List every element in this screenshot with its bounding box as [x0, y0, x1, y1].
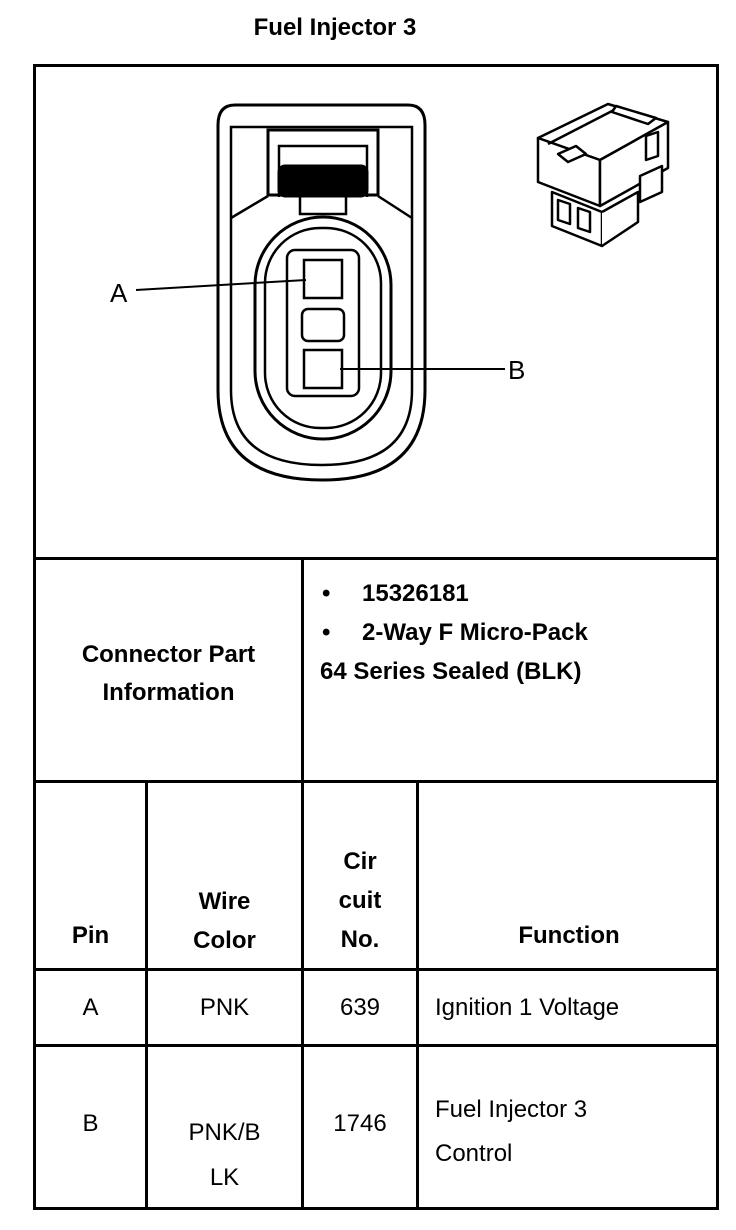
header-circuit-line1: Cir	[343, 848, 377, 875]
header-wire-line2: Color	[193, 927, 256, 954]
row-b-pin: B	[82, 1110, 99, 1137]
connector-info-heading-line2: Information	[102, 679, 235, 706]
divider-part-info	[33, 780, 719, 783]
bullet-icon: •	[322, 619, 331, 646]
pin-a-callout: A	[110, 278, 128, 308]
connector-part-number: 15326181	[362, 580, 469, 607]
connector-info-bullet-1	[322, 580, 469, 608]
connector-series: 64 Series Sealed (BLK)	[320, 658, 582, 685]
connector-info-heading-line1: Connector Part	[81, 641, 256, 668]
row-b-wire-line1: PNK/B	[188, 1119, 261, 1146]
bullet-icon: •	[322, 580, 331, 607]
row-b-wire-line2: LK	[209, 1164, 240, 1191]
pin-b-callout: B	[508, 355, 526, 385]
row-a-function: Ignition 1 Voltage	[435, 994, 620, 1021]
header-wire-line1: Wire	[198, 888, 251, 915]
header-circuit-line3: No.	[340, 926, 380, 953]
row-b-function-line2: Control	[435, 1140, 513, 1167]
row-b-function	[435, 1088, 587, 1176]
row-b-function-line1: Fuel Injector 3	[435, 1096, 588, 1123]
row-b-wire-color	[148, 1110, 301, 1200]
row-a-circuit: 639	[339, 994, 381, 1021]
row-a-pin: A	[82, 994, 99, 1021]
header-circuit-line2: cuit	[338, 887, 382, 914]
connector-face-diagram	[0, 0, 736, 560]
row-a-wire-color: PNK	[199, 994, 250, 1021]
divider-row-a	[33, 1044, 719, 1047]
header-wire-color	[148, 882, 301, 960]
divider-part-col	[301, 557, 304, 783]
connector-description: 2-Way F Micro-Pack	[362, 619, 588, 646]
connector-info-bullet-2	[322, 619, 588, 647]
header-pin: Pin	[71, 922, 110, 949]
connector-info-heading	[36, 636, 301, 712]
page-title: Fuel Injector 3	[253, 14, 417, 41]
header-circuit-no	[304, 842, 416, 959]
header-function: Function	[518, 922, 620, 949]
row-b-circuit: 1746	[333, 1110, 387, 1137]
connector-3d-thumbnail	[528, 96, 678, 256]
divider-col-circuit	[416, 780, 419, 1210]
divider-header	[33, 968, 719, 971]
